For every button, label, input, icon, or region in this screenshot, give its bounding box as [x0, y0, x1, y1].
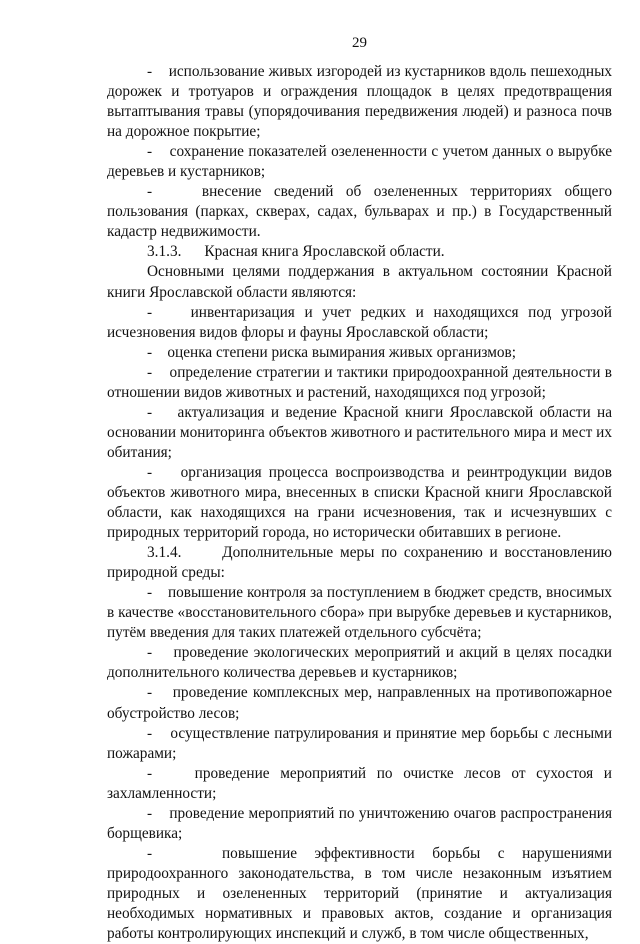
paragraph-red-book-goals: Основными целями поддержания в актуальном состоянии Красной книги Ярославской области являются: — [107, 263, 612, 301]
list-item-cadastre: - внесение сведений об озелененных территориях общего пользования (парках, скверах, садах, бульварах и пр.) в Государственный кадастр недвижимости. — [107, 183, 612, 241]
list-item-red-book-update: - актуализация и ведение Красной книги Ярославской области на основании мониторинга объектов животного и растительного мира и мест их обитания; — [107, 403, 612, 461]
list-item-budget-control: - повышение контроля за поступлением в бюджет средств, вносимых в качестве «восстановительного сбора» при вырубке деревьев и кустарников, путём введения для таких платежей отдельного субсчёта; — [107, 584, 612, 642]
list-item-inventory: - инвентаризация и учет редких и находящихся под угрозой исчезновения видов флоры и фауны Ярославской области; — [107, 303, 612, 341]
list-item-reintroduction: - организация процесса воспроизводства и реинтродукции видов объектов животного мира, внесенных в списки Красной книги Ярославской области, как находящихся на грани исчезновения, так и исчезнувших с природных территорий города, но исторически обитавших в регионе. — [107, 463, 612, 542]
list-item-hogweed: - проведение мероприятий по уничтожению очагов распространения борщевика; — [107, 804, 612, 842]
page-number: 29 — [352, 35, 367, 51]
list-item-strategy: - определение стратегии и тактики природоохранной деятельности в отношении видов животных и растений, находящихся под угрозой; — [107, 363, 612, 401]
list-item-fire-prevention: - проведение комплексных мер, направленных на противопожарное обустройство лесов; — [107, 684, 612, 722]
document-page — [107, 34, 612, 944]
list-item-planting-events: - проведение экологических мероприятий и акций в целях посадки дополнительного количества деревьев и кустарников; — [107, 644, 612, 682]
list-item-enforcement: - повышение эффективности борьбы с нарушениями природоохранного законодательства, в том числе незаконным изъятием природных и озелененных территорий (принятие и актуализация необходимых нормативных и правовых актов, создание и организация работы контролирующих инспекций и служб, в том числе общественных, — [107, 844, 612, 943]
list-item-patrolling: - осуществление патрулирования и принятие мер борьбы с лесными пожарами; — [107, 724, 612, 762]
section-heading-3-1-3: 3.1.3. Красная книга Ярославской области. — [147, 243, 445, 261]
list-item-greenery-indicators: - сохранение показателей озелененности с учетом данных о вырубке деревьев и кустарников; — [107, 143, 612, 181]
section-heading-3-1-4: 3.1.4. Дополнительные меры по сохранению и восстановлению природной среды: — [107, 544, 612, 582]
list-item-hedges: - использование живых изгородей из кустарников вдоль пешеходных дорожек и тротуаров и ограждения площадок в целях предотвращения вытаптывания травы (упорядочивания передвижения людей) и разноса почв на дорожное покрытие; — [107, 63, 612, 141]
list-item-forest-cleanup: - проведение мероприятий по очистке лесов от сухостоя и захламленности; — [107, 764, 612, 802]
list-item-risk-assessment: - оценка степени риска вымирания живых организмов; — [147, 343, 517, 361]
